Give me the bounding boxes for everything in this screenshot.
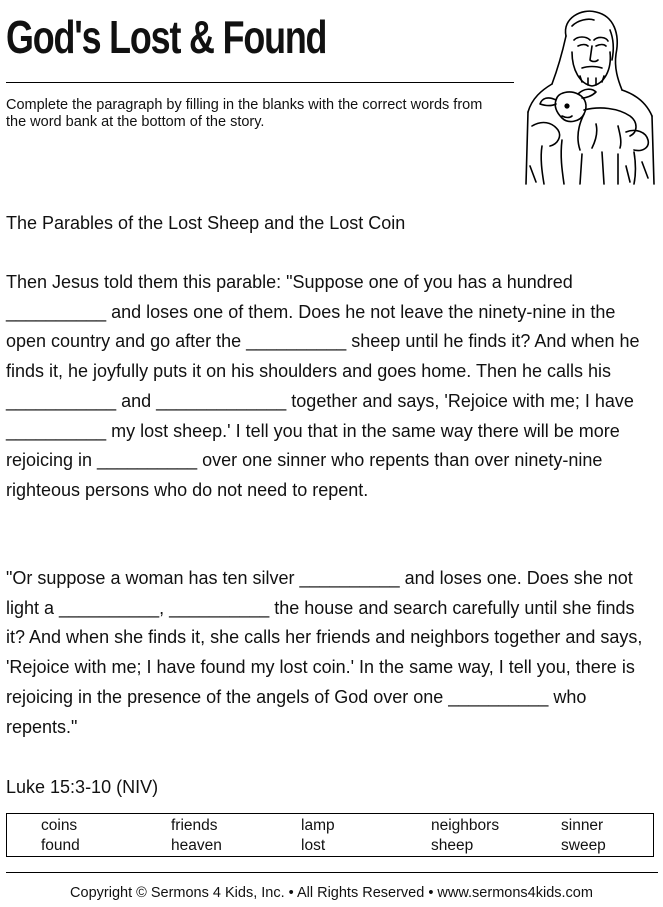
copyright-footer: Copyright © Sermons 4 Kids, Inc. • All Rights Reserved • www.sermons4kids.com [70,885,593,901]
word-bank-column [561,816,606,856]
word-bank-word: lost [301,837,326,854]
word-bank-word: lamp [301,817,335,834]
page-title: God's Lost & Found [6,11,327,63]
jesus-carrying-lamb-icon [522,6,658,190]
word-bank-column [301,816,335,856]
paragraph-1-text: Then Jesus told them this parable: "Suppose one of you has a hundred __________ and loses one of them. Does he not leave the ninety-nine in the open country and go after the __________ sheep until he finds it? And when he finds it, he joyfully puts it on his shoulders and goes home. Then he calls his ___________ and _____________ together and says, 'Rejoice with me; I have __________ my lost sheep.' I tell you that in the same way there will be more rejoicing in __________ over one sinner who repents than over ninety-nine righteous persons who do not need to repent. [6,272,640,500]
word-bank-column [171,816,222,856]
story-subtitle: The Parables of the Lost Sheep and the Lost Coin [6,213,406,233]
scripture-reference: Luke 15:3-10 (NIV) [6,777,159,797]
word-bank [6,813,654,857]
word-bank-word: friends [171,817,218,834]
title-divider [6,82,514,83]
word-bank-word: sinner [561,817,604,834]
word-bank-word: found [41,837,80,854]
story-paragraph-2 [6,564,658,742]
word-bank-column [41,816,80,856]
word-bank-word: coins [41,817,78,834]
word-bank-word: neighbors [431,817,500,834]
word-bank-word: heaven [171,837,222,854]
footer-divider [6,872,658,873]
instructions-text: Complete the paragraph by filling in the blanks with the correct words from the word bank at the bottom of the story. [6,97,483,130]
paragraph-2-text: "Or suppose a woman has ten silver __________ and loses one. Does she not light a __________, __________ the house and search carefully until she finds it? And when she finds it, she calls her friends and neighbors together and says, 'Rejoice with me; I have found my lost coin.' In the same way, I tell you, there is rejoicing in the presence of the angels of God over one __________ who repents." [6,568,643,737]
word-bank-word: sheep [431,837,474,854]
story-paragraph-1 [6,268,658,506]
word-bank-column [431,816,499,856]
word-bank-word: sweep [561,837,606,854]
